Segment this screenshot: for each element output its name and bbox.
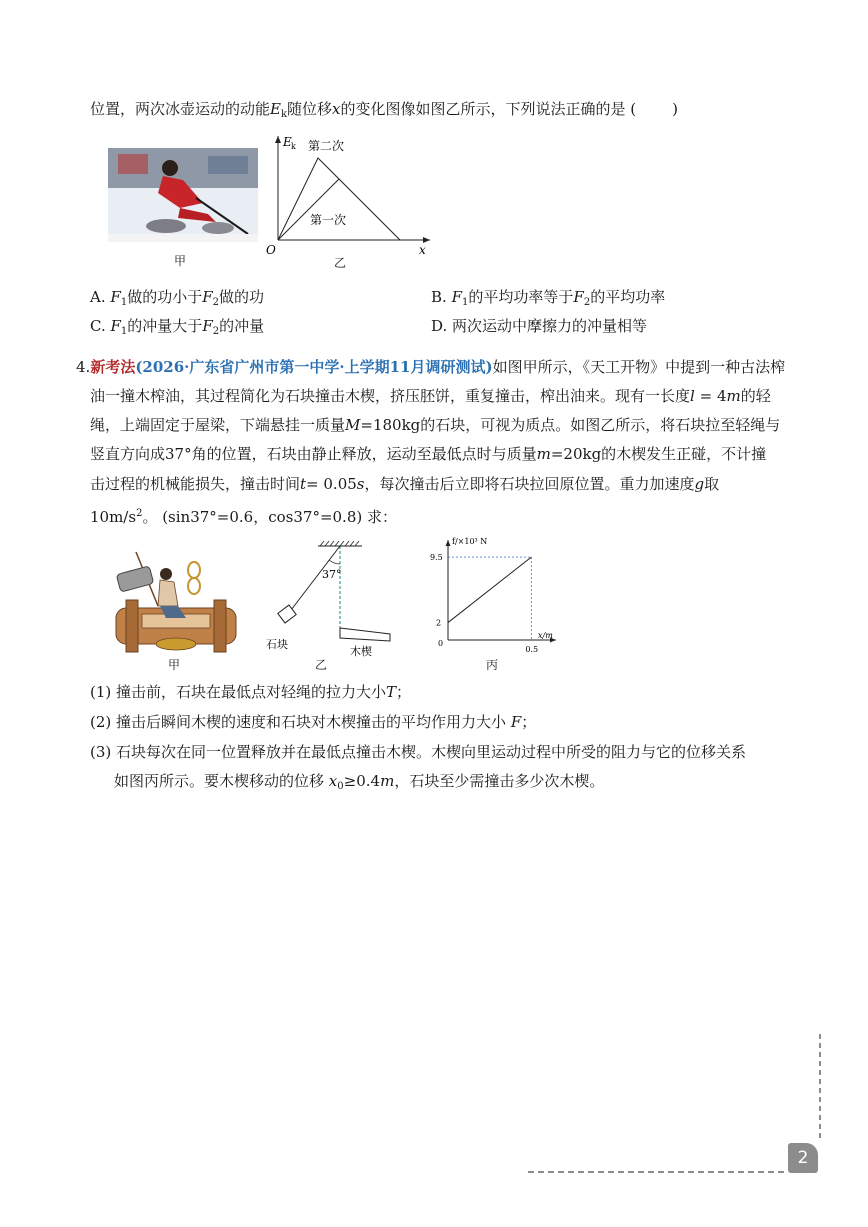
- q4-line3: 绳，上端固定于屋梁，下端悬挂一质量M=180kg的石块，可视为质点。如图乙所示，将石块拉至轻绳与: [90, 416, 781, 434]
- graph-origin: O: [266, 243, 276, 257]
- q4-subquestion-3: (3) 石块每次在同一位置释放并在最低点撞击木楔。木楔向里运动过程中所受的阻力与它的位移关系: [90, 743, 747, 761]
- q4-line2: 油一撞木榨油，其过程简化为石块撞击木楔，挤压胚饼，重复撞击，榨出油来。现有一长度l = 4m的轻: [90, 387, 771, 405]
- curling-photo: [108, 148, 258, 242]
- graph-x-label: x: [419, 243, 426, 257]
- q3-fig-yi-caption: 乙: [334, 256, 347, 270]
- oil-press-illustration: [106, 548, 244, 656]
- q4-subquestion-2: (2) 撞击后瞬间木楔的速度和石块对木楔撞击的平均作用力大小 F；: [90, 713, 537, 731]
- fx-y-tick-bottom: 2: [436, 618, 442, 628]
- q4-subquestion-3-cont: 如图丙所示。要木楔移动的位移 $x_0\ge 0.4m$，石块至少需撞击多少次木楔。: [114, 772, 605, 792]
- fx-y-tick-top: 9.5: [430, 553, 443, 563]
- q3-option-b[interactable]: B. $F_1$的平均功率等于$F_2$的平均功率: [431, 288, 666, 308]
- q3-option-a[interactable]: A. $F_1$做的功小于$F_2$做的功: [90, 288, 265, 308]
- q4-line1: 4.新考法(2026·广东省广州市第一中学·上学期11月调研测试)如图甲所示，《天工开物》中提到一种古法榨: [76, 358, 786, 376]
- q4-line4: 竖直方向成37°角的位置，石块由静止释放，运动至最低点时与质量m=20kg的木楔发生正碰，不计撞: [90, 445, 767, 463]
- q4-subquestion-1: (1) 撞击前，石块在最低点对轻绳的拉力大小T；: [90, 683, 412, 701]
- q4-tag: 新考法: [90, 358, 136, 376]
- pendulum-diagram: [258, 538, 398, 663]
- graph-label-first: 第一次: [310, 213, 347, 227]
- q3-fig-jia-caption: 甲: [174, 254, 187, 268]
- q3-option-d[interactable]: D. 两次运动中摩擦力的冲量相等: [431, 317, 648, 335]
- graph-label-second: 第二次: [308, 139, 345, 153]
- q3-stem: 位置，两次冰壶运动的动能$E_k$随位移x的变化图像如图乙所示，下列说法正确的是 ( ): [90, 100, 678, 120]
- pendulum-angle: 37°: [322, 568, 342, 581]
- q3-ek-graph: [262, 132, 437, 267]
- q4-line5: 击过程的机械能损失，撞击时间t= 0.05s，每次撞击后立即将石块拉回原位置。重力加速度g取: [90, 475, 720, 493]
- q3-option-c[interactable]: C. $F_1$的冲量大于$F_2$的冲量: [90, 317, 265, 337]
- q4-source: (2026·广东省广州市第一中学·上学期11月调研测试): [135, 358, 493, 376]
- friction-displacement-chart: [428, 534, 568, 654]
- pendulum-wedge-label: 木楔: [350, 645, 372, 658]
- fx-series-line: [448, 557, 531, 622]
- q4-number: 4.: [76, 358, 91, 376]
- graph-y-label-k: k: [291, 142, 296, 151]
- pendulum-stone-label: 石块: [266, 638, 288, 651]
- fx-x-tick: 0.5: [525, 645, 539, 654]
- page-corner-decoration: [520, 1030, 830, 1180]
- fx-y-axis-label: f/×10³ N: [452, 537, 488, 546]
- q4-line6: $10m/s^2$。 (sin37°=0.6，cos37°=0.8) 求：: [90, 508, 397, 526]
- fx-x-axis-label: x/m: [538, 631, 553, 640]
- q4-fig-jia-caption: 甲: [168, 658, 181, 672]
- q4-fig-yi-caption: 乙: [315, 658, 328, 672]
- graph-y-label-e: E: [283, 135, 292, 149]
- q4-fig-bing-caption: 丙: [486, 658, 499, 672]
- fx-origin: 0: [438, 639, 444, 648]
- page-number: 2: [788, 1143, 818, 1173]
